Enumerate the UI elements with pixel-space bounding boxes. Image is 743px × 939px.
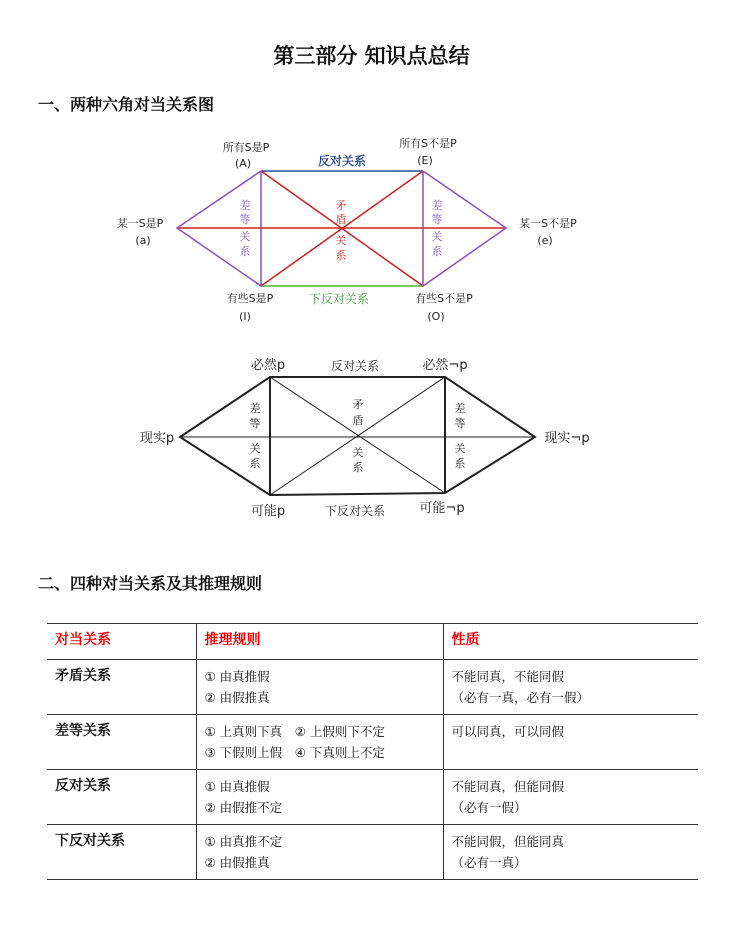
char: 关 <box>249 442 261 455</box>
char: 盾 <box>352 414 364 427</box>
rule: ① 由真推假 <box>204 669 270 684</box>
nature-line: （必有一真，必有一假） <box>451 690 590 705</box>
label-A-code: (A) <box>234 157 252 170</box>
label-possible-not-p: 可能¬p <box>419 501 465 516</box>
table-row <box>47 825 698 880</box>
label-I: 有些S是P <box>226 292 274 305</box>
contrary-label: 反对关系 <box>330 359 380 373</box>
nature-line: （必有一真） <box>451 855 527 870</box>
char: 关 <box>454 442 466 455</box>
rules-cell <box>196 660 443 715</box>
nature-line: （必有一假） <box>451 800 527 815</box>
relation-name: 差等关系 <box>55 723 111 739</box>
table-header <box>47 624 698 660</box>
label-actual-not-p: 现实¬p <box>544 431 590 446</box>
char: 等 <box>454 417 466 430</box>
nature-line: 不能同真，不能同假 <box>451 669 565 684</box>
label-necessary-p: 必然p <box>250 358 286 373</box>
char: 矛 <box>335 199 347 212</box>
relation-name: 反对关系 <box>55 778 111 794</box>
relation-name: 下反对关系 <box>55 833 125 849</box>
label-E-code: (E) <box>417 154 433 167</box>
char: 等 <box>239 213 251 226</box>
subcontrary-label: 下反对关系 <box>308 292 370 306</box>
relations-table <box>47 623 698 880</box>
subalternation-label-left <box>250 401 261 470</box>
char: 系 <box>352 461 364 474</box>
char: 等 <box>431 213 443 226</box>
nature-cell <box>443 715 698 770</box>
diagram-2 <box>180 377 535 495</box>
label-A: 所有S是P <box>222 141 270 154</box>
rules-cell <box>196 715 443 770</box>
diagram-1 <box>177 171 506 286</box>
label-e: 某一S不是P <box>519 217 577 230</box>
char: 关 <box>431 230 443 243</box>
char: 盾 <box>335 213 347 226</box>
rules-cell <box>196 825 443 880</box>
section-heading-1: 一、两种六角对当关系图 <box>38 95 215 114</box>
label-E: 所有S不是P <box>399 137 457 150</box>
label-O: 有些S不是P <box>415 292 473 305</box>
contrary-label: 反对关系 <box>317 154 367 168</box>
char: 关 <box>239 230 251 243</box>
rule: ② 由假推真 <box>204 855 270 870</box>
header-nature: 性质 <box>443 624 698 660</box>
char: 关 <box>335 234 347 247</box>
label-e-code: (e) <box>537 234 553 247</box>
char: 矛 <box>352 398 364 411</box>
rule: ② 由假推真 <box>204 690 270 705</box>
char: 系 <box>335 249 347 262</box>
nature-line: 可以同真，可以同假 <box>451 724 565 739</box>
nature-cell <box>443 825 698 880</box>
char: 系 <box>431 245 443 258</box>
rule: ① 上真则下真 ② 上假则下不定 <box>204 724 385 739</box>
rule: ① 由真推假 <box>204 779 270 794</box>
nature-cell <box>443 660 698 715</box>
label-O-code: (O) <box>427 310 445 323</box>
relation-name: 矛盾关系 <box>55 668 111 684</box>
char: 差 <box>431 199 443 212</box>
rules-cell <box>196 770 443 825</box>
nature-line: 不能同假，但能同真 <box>451 834 565 849</box>
label-a: 某一S是P <box>116 217 164 230</box>
char: 关 <box>352 446 364 459</box>
char: 差 <box>249 402 261 415</box>
nature-cell <box>443 770 698 825</box>
label-actual-p: 现实p <box>139 431 175 446</box>
page-title: 第三部分 知识点总结 <box>273 44 470 68</box>
rule: ③ 下假则上假 ④ 下真则上不定 <box>204 745 385 760</box>
table-row <box>47 660 698 715</box>
char: 等 <box>249 417 261 430</box>
char: 系 <box>249 457 261 470</box>
header-rules: 推理规则 <box>196 624 443 660</box>
subalternation-label-right <box>455 401 466 470</box>
subcontrary-label: 下反对关系 <box>324 504 386 518</box>
diagram-1-labels <box>117 137 577 323</box>
char: 系 <box>239 245 251 258</box>
label-possible-p: 可能p <box>250 504 286 519</box>
rule: ① 由真推不定 <box>204 834 283 849</box>
char: 差 <box>454 402 466 415</box>
table-row <box>47 715 698 770</box>
header-relation: 对当关系 <box>55 632 111 648</box>
table-row <box>47 770 698 825</box>
label-I-code: (I) <box>239 310 251 323</box>
section-heading-2: 二、四种对当关系及其推理规则 <box>38 574 263 593</box>
label-necessary-not-p: 必然¬p <box>422 358 468 373</box>
char: 差 <box>239 199 251 212</box>
char: 系 <box>454 457 466 470</box>
nature-line: 不能同真，但能同假 <box>451 779 565 794</box>
rule: ② 由假推不定 <box>204 800 283 815</box>
label-a-code: (a) <box>135 234 151 247</box>
